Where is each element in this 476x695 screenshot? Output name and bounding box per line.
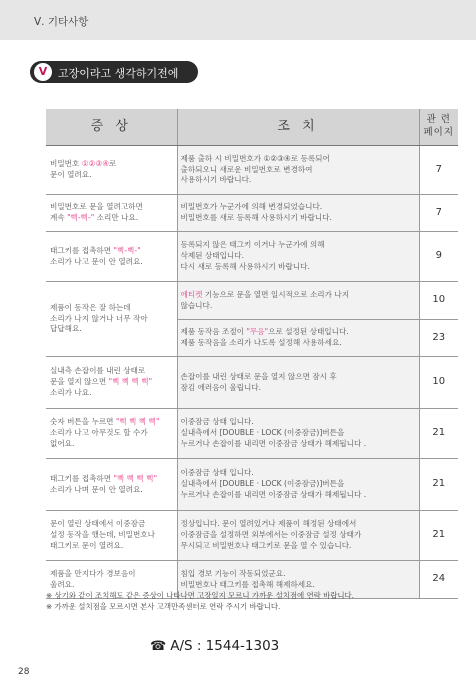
symptom-text: 답답해요. (50, 324, 82, 334)
symptom-cell (46, 282, 177, 357)
symptom-highlight: "삑 삑 삑 삑" (113, 473, 158, 483)
page-header (0, 0, 476, 40)
page-ref: 21 (419, 459, 458, 511)
action-line: 무시되고 비밀번호나 태그키로 문을 열 수 있습니다. (180, 540, 352, 550)
page-ref: 7 (419, 195, 458, 232)
action-line: 누르거나 손잡이를 내리면 이중잠금 상태가 해제됩니다 . (180, 489, 367, 499)
mute-highlight: "무음" (246, 327, 269, 337)
symptom-text: 비밀번호 (50, 159, 82, 169)
symptom-text: 문이 열려요. (50, 170, 92, 179)
action-line: 출하되오니 새로운 비밀번호로 변경하여 (180, 164, 313, 174)
action-line: 등록되지 않은 태그키 이거나 누군가에 의해 (180, 240, 325, 250)
action-line: 손잡이를 내린 상태로 문을 열지 않으면 잠시 후 (180, 371, 337, 381)
symptom-text: 태그키를 접촉하면 (50, 473, 114, 483)
action-cell (177, 511, 419, 561)
symptom-cell (46, 357, 177, 409)
symptom-text: 소리가 나고 문이 안 열려요. (50, 256, 143, 266)
table-row (46, 195, 458, 232)
symptom-text: 계속 (50, 213, 68, 222)
action-line: 정상입니다. 문이 열려있거나 제품이 해정된 상태에서 (180, 519, 357, 529)
action-cell (177, 232, 419, 282)
action-line: 이중잠금 상태 입니다. (180, 468, 254, 478)
as-contact (150, 638, 279, 654)
symptom-text: 소리가 나지 않거나 너무 작아 (50, 313, 148, 323)
action-cell (177, 146, 419, 195)
header-page (419, 109, 458, 146)
phone-icon: ☎ (150, 639, 167, 654)
symptom-text: 제품이 동작은 잘 하는데 (50, 302, 131, 312)
symptom-text: 문을 열지 않으면 (50, 377, 109, 387)
as-number: A/S : 1544-1303 (170, 638, 280, 654)
header-action: 조 치 (177, 109, 419, 146)
action-line: 으로 설정된 상태입니다. (268, 327, 349, 337)
symptom-text: 소리가 나며 문이 안 열려요. (50, 484, 143, 494)
symptom-cell (46, 459, 177, 511)
section-badge: V (34, 63, 52, 81)
symptom-text: 울려요. (50, 579, 75, 589)
symptom-cell (46, 195, 177, 232)
note-line: ※ 상기와 같이 조치해도 같은 증상이 나타나면 고장일지 모르니 가까운 설치점에 연락 바랍니다. (46, 591, 355, 600)
notes (46, 590, 354, 613)
header-page-line1: 관 련 (426, 114, 451, 126)
symptom-text: 없어요. (50, 438, 75, 448)
page-ref: 21 (419, 409, 458, 459)
symptom-highlight: "삑-삑-" (67, 213, 95, 222)
symptom-highlight: "삑 삑 삑 삑" (115, 417, 160, 427)
action-cell (177, 409, 419, 459)
symptom-highlight: "삑-삑-" (113, 245, 141, 255)
symptom-text: 소리가 나요. (50, 387, 92, 397)
action-line: 기능으로 문을 열면 일시적으로 소리가 나지 (202, 289, 350, 299)
section-label: Ⅴ. 기타사항 (34, 16, 89, 28)
page-ref: 23 (419, 320, 458, 357)
symptom-text: 태그키로 문이 열려요. (50, 540, 124, 550)
symptom-text: 소리만 나요. (94, 213, 139, 222)
symptom-text: 문이 열린 상태에서 이중잠금 (50, 519, 146, 529)
table-row (46, 282, 458, 320)
action-line: 제품 동작음 조절이 (180, 327, 247, 337)
symptom-text: 로 (109, 159, 117, 169)
page-ref: 10 (419, 357, 458, 409)
table-row (46, 232, 458, 282)
symptom-cell (46, 146, 177, 195)
action-line: 실내측에서 [DOUBLE · LOCK (이중잠금)]버튼을 (180, 428, 345, 438)
page-ref: 9 (419, 232, 458, 282)
symptom-text: 소리가 나고 아무것도 할 수가 (50, 428, 148, 438)
section-title-pill (30, 61, 198, 83)
action-cell (177, 459, 419, 511)
action-line: 잠김 에러음이 울립니다. (180, 382, 262, 392)
action-line: 사용하시기 바랍니다. (180, 175, 252, 185)
action-cell (177, 195, 419, 232)
table-row (46, 409, 458, 459)
symptom-highlight: ①②③④ (81, 159, 109, 169)
action-line: 비밀번호가 누군가에 의해 변경되었습니다. (180, 202, 323, 212)
page-ref: 24 (419, 561, 458, 599)
action-cell (177, 357, 419, 409)
action-line: 않습니다. (180, 300, 213, 310)
action-cell (177, 320, 419, 357)
etiquette-highlight: 에티켓 (180, 289, 203, 299)
action-line: 침입 경보 기능이 작동되었군요. (180, 568, 286, 578)
table-row (46, 146, 458, 195)
page-number: 28 (18, 667, 30, 677)
table-row (46, 357, 458, 409)
symptom-text: 실내측 손잡이를 내린 상태로 (50, 366, 146, 376)
action-line: 비밀번호를 새로 등록해 사용하시기 바랍니다. (180, 213, 332, 222)
symptom-text: 비밀번호로 문을 열려고하면 (50, 202, 143, 212)
action-line: 제품 출하 시 비밀번호가 ①②③④로 등록되어 (180, 153, 330, 163)
symptom-text: 숫자 버튼을 누르면 (50, 417, 116, 427)
symptom-text: 설정 동작을 했는데, 비밀번호나 (50, 530, 156, 540)
action-line: 이중잠금을 설정하면 외부에서는 이중잠금 설정 상태가 (180, 530, 362, 540)
page-ref: 7 (419, 146, 458, 195)
symptom-cell (46, 511, 177, 561)
table-row (46, 511, 458, 561)
symptom-text: 태그키를 접촉하면 (50, 245, 114, 255)
header-page-line2: 페이지 (423, 127, 455, 138)
table-header-row (46, 109, 458, 146)
symptom-cell (46, 232, 177, 282)
action-line: 삭제된 상태입니다. (180, 251, 245, 261)
table-row (46, 459, 458, 511)
action-line: 비밀번호나 태그키를 접촉해 해제하세요. (180, 579, 315, 589)
symptom-highlight: "삑 삑 삑 삑" (108, 377, 153, 387)
symptom-text: 제품을 만지다가 경보음이 (50, 568, 136, 578)
action-line: 이중잠금 상태 입니다. (180, 417, 254, 427)
note-line: ※ 가까운 설치점을 모르시면 본사 고객만족센터로 연락 주시기 바랍니다. (46, 602, 281, 612)
page-ref: 21 (419, 511, 458, 561)
action-line: 실내측에서 [DOUBLE · LOCK (이중잠금)]버튼을 (180, 479, 345, 489)
action-cell (177, 282, 419, 320)
page-ref: 10 (419, 282, 458, 320)
header-symptom: 증 상 (46, 109, 177, 146)
symptom-cell (46, 409, 177, 459)
action-line: 다시 새로 등록해 사용하시기 바랍니다. (180, 261, 310, 271)
action-line: 제품 동작음을 소리가 나도록 설정해 사용하세요. (180, 338, 342, 347)
troubleshooting-table (46, 109, 458, 599)
section-title: 고장이라고 생각하기전에 (58, 67, 179, 80)
action-line: 누르거나 손잡이를 내리면 이중잠금 상태가 해제됩니다 . (180, 438, 367, 448)
